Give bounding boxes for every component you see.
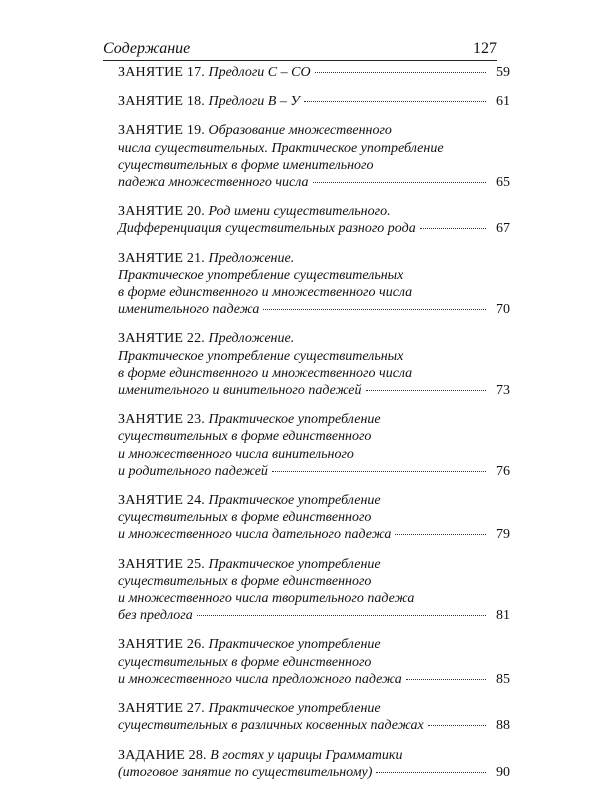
toc-entry[interactable] bbox=[118, 64, 510, 81]
toc-entry-line bbox=[118, 267, 510, 284]
toc-entry-label: ЗАНЯТИЕ 18. bbox=[118, 94, 205, 110]
toc-entry-line bbox=[118, 428, 510, 445]
toc-entry-label: ЗАНЯТИЕ 20. bbox=[118, 204, 205, 220]
toc-entry-title: и множественного числа дательного падежа bbox=[118, 527, 392, 543]
toc-entry-text bbox=[118, 591, 414, 606]
toc-entry-line bbox=[118, 284, 510, 301]
toc-entry-title: существительных в форме единственного bbox=[118, 573, 372, 589]
toc-entry-text bbox=[118, 366, 412, 381]
toc-entry-title: Практическое употребление bbox=[208, 701, 381, 717]
toc-entry-last-line bbox=[118, 526, 510, 543]
toc-entry-text bbox=[118, 701, 381, 716]
toc-entry[interactable] bbox=[118, 93, 510, 110]
toc-page-number: 67 bbox=[496, 221, 510, 237]
toc-entry-line bbox=[118, 573, 510, 590]
toc-entry-label: ЗАНЯТИЕ 25. bbox=[118, 556, 205, 572]
toc-entry-title: В гостях у царицы Грамматики bbox=[210, 747, 403, 763]
toc-entry-title: Практическое употребление bbox=[208, 412, 381, 428]
toc-entry-text bbox=[118, 607, 193, 624]
dot-leader bbox=[395, 534, 486, 535]
toc-entry-label: ЗАНЯТИЕ 26. bbox=[118, 637, 205, 653]
toc-entry-line bbox=[118, 492, 510, 509]
toc-entry-text bbox=[118, 447, 354, 462]
toc-entry-title: Практическое употребление существительных bbox=[118, 348, 404, 364]
toc-page-number: 59 bbox=[496, 65, 510, 80]
toc-entry-label: ЗАНЯТИЕ 19. bbox=[118, 123, 205, 139]
toc-entry-text bbox=[118, 285, 412, 300]
toc-page-number: 76 bbox=[496, 463, 510, 479]
toc-page-number: 79 bbox=[496, 527, 510, 543]
toc-entry-title: Предложение. bbox=[208, 250, 295, 266]
toc-entry-text bbox=[118, 412, 381, 427]
toc-entry-title: именительного и винительного падежей bbox=[118, 383, 362, 399]
toc-entry-line bbox=[118, 203, 510, 220]
toc-entry-line bbox=[118, 365, 510, 382]
toc-entry-text bbox=[118, 331, 294, 346]
dot-leader bbox=[313, 182, 487, 183]
toc-entry-text bbox=[118, 251, 294, 266]
running-header bbox=[103, 38, 497, 61]
toc-entry-title: падежа множественного числа bbox=[118, 175, 309, 191]
toc-entry-text bbox=[118, 141, 444, 156]
toc-entry-title: в форме единственного и множественного числа bbox=[118, 365, 413, 381]
toc-entry-title: и множественного числа винительного bbox=[118, 446, 354, 462]
toc-entry-title: Практическое употребление bbox=[208, 637, 381, 653]
toc-entry-last-line bbox=[118, 607, 510, 624]
toc-entry-title: и множественного числа предложного падежа bbox=[118, 671, 402, 687]
toc-entry-last-line bbox=[118, 463, 510, 480]
toc-entry-line bbox=[118, 700, 510, 717]
toc-entry-line bbox=[118, 654, 510, 671]
toc-entry-label: ЗАНЯТИЕ 21. bbox=[118, 250, 205, 266]
toc-entry-last-line bbox=[118, 382, 510, 399]
toc-entry[interactable] bbox=[118, 122, 510, 191]
toc-entry-title: и родительного падежей bbox=[118, 463, 268, 479]
toc-entry-line bbox=[118, 556, 510, 573]
dot-leader bbox=[263, 309, 486, 310]
toc-entry-line bbox=[118, 636, 510, 653]
toc-entry[interactable] bbox=[118, 700, 510, 734]
toc-entry-title: без предлога bbox=[118, 608, 193, 624]
dot-leader bbox=[406, 679, 486, 680]
toc-entry-text bbox=[118, 268, 403, 283]
toc-entry-text bbox=[118, 174, 309, 191]
toc-entry-text bbox=[118, 349, 403, 364]
toc-entry-text bbox=[118, 637, 381, 652]
toc-entry-title: в форме единственного и множественного числа bbox=[118, 285, 413, 301]
dot-leader bbox=[376, 772, 486, 773]
toc-entry[interactable] bbox=[118, 492, 510, 544]
toc-entry-text bbox=[118, 429, 371, 444]
dot-leader bbox=[428, 725, 486, 726]
section-title: Содержание bbox=[103, 40, 191, 57]
toc-page-number: 73 bbox=[496, 383, 510, 399]
dot-leader bbox=[420, 228, 486, 229]
toc-entry-title: Образование множественного bbox=[208, 123, 392, 139]
toc-entry-text bbox=[118, 557, 381, 572]
toc-entry-title: существительных в форме единственного bbox=[118, 510, 372, 526]
toc-entry-title: Род имени существительного. bbox=[208, 204, 391, 220]
dot-leader bbox=[304, 101, 486, 102]
toc-entry-line bbox=[118, 140, 510, 157]
toc-entry[interactable] bbox=[118, 330, 510, 399]
table-of-contents bbox=[118, 64, 510, 793]
toc-page-number: 90 bbox=[496, 764, 510, 780]
toc-entry-title: Предложение. bbox=[208, 331, 295, 347]
toc-entry-label: ЗАНЯТИЕ 24. bbox=[118, 493, 205, 509]
toc-entry-line bbox=[118, 330, 510, 347]
toc-entry[interactable] bbox=[118, 411, 510, 480]
toc-entry-text bbox=[118, 382, 362, 399]
toc-entry-line bbox=[118, 348, 510, 365]
toc-entry-last-line bbox=[118, 220, 510, 237]
toc-entry[interactable] bbox=[118, 203, 510, 237]
toc-entry-line bbox=[118, 157, 510, 174]
toc-entry-label: ЗАНЯТИЕ 23. bbox=[118, 412, 205, 428]
toc-entry-text bbox=[118, 574, 371, 589]
toc-entry[interactable] bbox=[118, 636, 510, 688]
toc-entry[interactable] bbox=[118, 747, 510, 781]
toc-page-number: 65 bbox=[496, 175, 510, 191]
toc-entry-last-line bbox=[118, 174, 510, 191]
toc-entry-title: существительных в форме единственного bbox=[118, 429, 372, 445]
toc-entry-title: числа существительных. Практическое употребление bbox=[118, 140, 444, 156]
toc-entry-text bbox=[118, 510, 371, 525]
toc-entry-title: существительных в форме единственного bbox=[118, 654, 372, 670]
toc-entry-label: ЗАНЯТИЕ 27. bbox=[118, 701, 205, 717]
toc-entry-last-line bbox=[118, 64, 510, 81]
toc-entry-label: ЗАНЯТИЕ 17. bbox=[118, 65, 205, 80]
toc-entry-title: Практическое употребление bbox=[208, 493, 381, 509]
toc-entry-title: именительного падежа bbox=[118, 302, 260, 318]
page-number: 127 bbox=[473, 40, 497, 57]
toc-entry-title: существительных в различных косвенных падежах bbox=[118, 718, 424, 734]
toc-entry-label: ЗАДАНИЕ 28. bbox=[118, 747, 207, 763]
toc-entry-title: Дифференциация существительных разного рода bbox=[118, 221, 416, 237]
toc-entry-last-line bbox=[118, 301, 510, 318]
toc-entry-title: Предлоги С – СО bbox=[208, 65, 311, 80]
toc-entry-line bbox=[118, 509, 510, 526]
toc-entry-text bbox=[118, 717, 424, 734]
toc-entry-title: Предлоги В – У bbox=[208, 94, 300, 110]
dot-leader bbox=[272, 471, 486, 472]
toc-entry-line bbox=[118, 590, 510, 607]
toc-entry-title: (итоговое занятие по существительному) bbox=[118, 764, 373, 780]
toc-entry-title: Практическое употребление существительных bbox=[118, 267, 404, 283]
toc-entry-text bbox=[118, 301, 259, 318]
toc-entry-line bbox=[118, 446, 510, 463]
toc-page-number: 61 bbox=[496, 94, 510, 110]
toc-entry-line bbox=[118, 250, 510, 267]
toc-entry-title: существительных в форме именительного bbox=[118, 157, 374, 173]
toc-entry[interactable] bbox=[118, 556, 510, 625]
toc-entry-line bbox=[118, 747, 510, 764]
toc-entry-text bbox=[118, 93, 300, 110]
toc-entry[interactable] bbox=[118, 250, 510, 319]
toc-entry-text bbox=[118, 220, 416, 237]
toc-entry-last-line bbox=[118, 671, 510, 688]
toc-page-number: 81 bbox=[496, 608, 510, 624]
toc-entry-text bbox=[118, 123, 392, 138]
toc-page-number: 70 bbox=[496, 302, 510, 318]
dot-leader bbox=[197, 615, 486, 616]
toc-entry-title: Практическое употребление bbox=[208, 556, 381, 572]
toc-entry-last-line bbox=[118, 717, 510, 734]
toc-entry-text bbox=[118, 64, 311, 81]
toc-entry-text bbox=[118, 655, 371, 670]
toc-entry-title: и множественного числа творительного падежа bbox=[118, 591, 415, 607]
toc-entry-line bbox=[118, 122, 510, 139]
toc-page-number: 85 bbox=[496, 671, 510, 687]
toc-entry-text bbox=[118, 526, 391, 543]
toc-entry-text bbox=[118, 671, 402, 688]
dot-leader bbox=[315, 72, 486, 73]
dot-leader bbox=[366, 390, 486, 391]
toc-entry-text bbox=[118, 204, 391, 219]
toc-entry-text bbox=[118, 158, 374, 173]
toc-entry-last-line bbox=[118, 764, 510, 781]
toc-entry-line bbox=[118, 411, 510, 428]
toc-entry-text bbox=[118, 463, 268, 480]
toc-entry-last-line bbox=[118, 93, 510, 110]
toc-entry-text bbox=[118, 764, 372, 781]
toc-entry-label: ЗАНЯТИЕ 22. bbox=[118, 331, 205, 347]
toc-entry-text bbox=[118, 493, 381, 508]
toc-page-number: 88 bbox=[496, 718, 510, 734]
